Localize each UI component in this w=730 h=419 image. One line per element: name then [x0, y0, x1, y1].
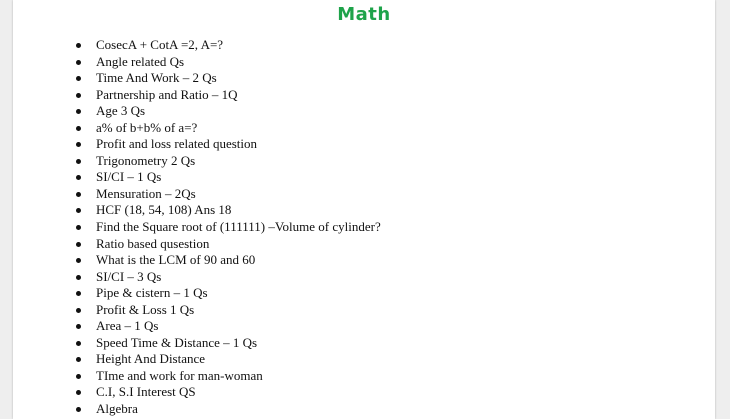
- list-item: [13, 136, 381, 153]
- list-item: [13, 120, 381, 137]
- list-item: [13, 103, 381, 120]
- list-item-text: What is the LCM of 90 and 60: [96, 252, 256, 268]
- bullet-icon: [76, 291, 81, 296]
- list-item: [13, 401, 381, 418]
- list-item-text: Find the Square root of (111111) –Volume of cylinder?: [96, 219, 381, 235]
- bullet-icon: [76, 109, 81, 114]
- list-item-text: Algebra: [96, 401, 138, 417]
- list-item: [13, 37, 381, 54]
- bullet-icon: [76, 258, 81, 263]
- bullet-icon: [76, 126, 81, 131]
- list-item: [13, 302, 381, 319]
- list-item-text: Mensuration – 2Qs: [96, 185, 196, 201]
- list-item: [13, 285, 381, 302]
- list-item: [13, 351, 381, 368]
- bullet-icon: [76, 175, 81, 180]
- list-item-text: C.I, S.I Interest QS: [96, 384, 196, 400]
- list-item-text: HCF (18, 54, 108) Ans 18: [96, 202, 232, 218]
- list-item-text: SI/CI – 1 Qs: [96, 169, 162, 185]
- topic-list: [13, 37, 381, 418]
- bullet-icon: [76, 159, 81, 164]
- list-item: [13, 368, 381, 385]
- list-item: [13, 318, 381, 335]
- bullet-icon: [76, 374, 81, 379]
- document-page: [13, 0, 715, 419]
- list-item-text: Time And Work – 2 Qs: [96, 70, 217, 86]
- bullet-icon: [76, 60, 81, 65]
- bullet-icon: [76, 242, 81, 247]
- list-item: [13, 54, 381, 71]
- bullet-icon: [76, 142, 81, 147]
- bullet-icon: [76, 390, 81, 395]
- list-item: [13, 169, 381, 186]
- list-item-text: a% of b+b% of a=?: [96, 119, 198, 135]
- list-item-text: Angle related Qs: [96, 53, 185, 69]
- list-item: [13, 269, 381, 286]
- list-item: [13, 186, 381, 203]
- bullet-icon: [76, 324, 81, 329]
- bullet-icon: [76, 275, 81, 280]
- list-item: [13, 202, 381, 219]
- bullet-icon: [76, 93, 81, 98]
- page-title: Math: [337, 4, 391, 25]
- list-item: [13, 87, 381, 104]
- list-item: [13, 252, 381, 269]
- list-item: [13, 219, 381, 236]
- list-item-text: Pipe & cistern – 1 Qs: [96, 285, 208, 301]
- list-item-text: CosecA + CotA =2, A=?: [96, 37, 224, 52]
- bullet-icon: [76, 357, 81, 362]
- list-item-text: Partnership and Ratio – 1Q: [96, 86, 238, 102]
- list-item-text: Height And Distance: [96, 351, 206, 367]
- bullet-icon: [76, 407, 81, 412]
- bullet-icon: [76, 308, 81, 313]
- list-item-text: Ratio based qusestion: [96, 235, 210, 251]
- bullet-icon: [76, 225, 81, 230]
- bullet-icon: [76, 208, 81, 213]
- list-item-text: SI/CI – 3 Qs: [96, 268, 162, 284]
- list-item-text: TIme and work for man-woman: [96, 367, 263, 383]
- bullet-icon: [76, 192, 81, 197]
- list-item: [13, 335, 381, 352]
- list-item-text: Trigonometry 2 Qs: [96, 152, 196, 168]
- list-item: [13, 153, 381, 170]
- list-item: [13, 236, 381, 253]
- list-item-text: Profit & Loss 1 Qs: [96, 301, 195, 317]
- bullet-icon: [76, 43, 81, 48]
- list-item-text: Profit and loss related question: [96, 136, 258, 152]
- bullet-icon: [76, 341, 81, 346]
- list-item-text: Speed Time & Distance – 1 Qs: [96, 334, 258, 350]
- list-item: [13, 70, 381, 87]
- list-item-text: Age 3 Qs: [96, 103, 146, 119]
- list-item: [13, 384, 381, 401]
- bullet-icon: [76, 76, 81, 81]
- list-item-text: Area – 1 Qs: [96, 318, 159, 334]
